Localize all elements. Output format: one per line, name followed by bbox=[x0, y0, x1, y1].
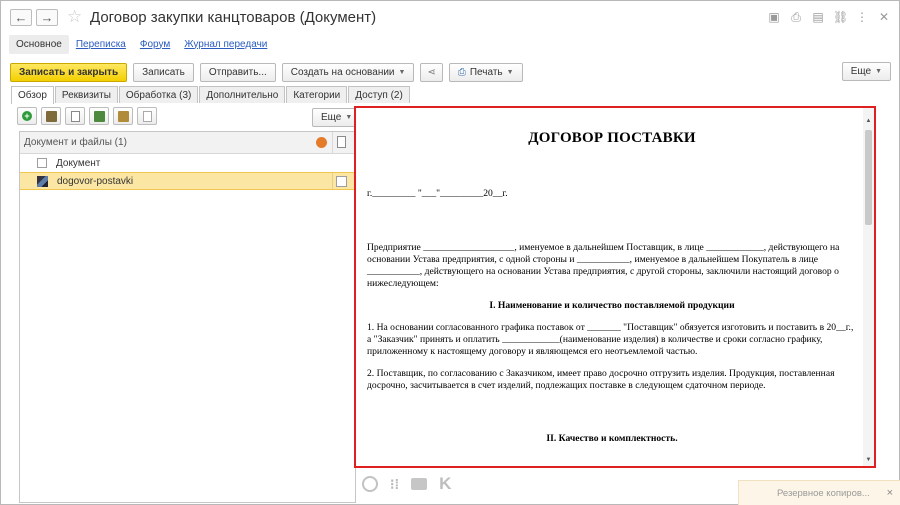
document-checkbox-icon bbox=[37, 158, 47, 168]
scroll-up-icon[interactable]: ▲ bbox=[865, 118, 872, 124]
document-section-2: II. Качество и комплектность. bbox=[546, 433, 678, 444]
k-letter-icon[interactable]: K bbox=[439, 474, 452, 493]
more-button[interactable] bbox=[842, 62, 891, 81]
document-intro: Предприятие ___________________, именуемое в дальнейшем Поставщик, в лице ____________, действующего на основании Устава предприятия, с одной стороны и ___________, именуемое в дальнейшем Покупатель в лице ___________, действующего на основании Устава предприятия, с другой стороны, заключили настоящий договор о нижеследующем: bbox=[367, 242, 840, 289]
document-date-line: г._________ "___"_________20__г. bbox=[367, 188, 508, 199]
close-icon[interactable]: × bbox=[886, 487, 893, 499]
scanner-icon bbox=[118, 111, 129, 122]
share-button[interactable] bbox=[420, 63, 442, 82]
share-icon: ⋖ bbox=[427, 66, 436, 78]
save-button[interactable]: Записать bbox=[133, 63, 194, 82]
add-icon: + bbox=[22, 111, 32, 121]
back-arrow-icon: ← bbox=[14, 10, 28, 25]
files-more-label: Еще bbox=[321, 112, 342, 123]
preview-button[interactable] bbox=[137, 107, 157, 125]
forward-button[interactable] bbox=[36, 9, 58, 26]
files-tree bbox=[19, 131, 356, 503]
tab-main[interactable]: Основное bbox=[9, 35, 69, 54]
document-icon bbox=[71, 111, 80, 122]
back-button[interactable] bbox=[10, 9, 32, 26]
file-column-icon bbox=[337, 136, 346, 148]
chevron-down-icon: ▼ bbox=[345, 114, 353, 121]
scroll-down-icon[interactable]: ▼ bbox=[865, 457, 872, 463]
document-paragraph-1: 1. На основании согласованного графика поставок от _______ "Поставщик" обязуется изготовить и поставить в 20__г., а "Заказчик" принять и оплатить ____________(наименование изделия) в количестве и сроки согласно графику, приложенному к настоящему договору и являющемся его неотъемлемой частью. bbox=[367, 322, 854, 357]
clipboard-icon bbox=[46, 111, 57, 122]
more-label: Еще bbox=[850, 66, 872, 77]
forward-arrow-icon: → bbox=[40, 10, 54, 25]
tree-row-document[interactable] bbox=[20, 154, 355, 172]
column-divider bbox=[332, 173, 333, 189]
tab-overview[interactable]: Обзор bbox=[11, 86, 54, 104]
edit-icon bbox=[94, 111, 105, 122]
files-tree-header bbox=[20, 132, 355, 154]
command-bar bbox=[10, 62, 523, 82]
tab-transfer-log[interactable]: Журнал передачи bbox=[184, 38, 268, 50]
document-section-1: I. Наименование и количество поставляемой продукции bbox=[489, 300, 735, 311]
vertical-scrollbar[interactable] bbox=[863, 108, 874, 466]
bottom-toolbar bbox=[362, 474, 451, 494]
create-based-on-label: Создать на основании bbox=[290, 66, 395, 78]
files-toolbar bbox=[17, 107, 157, 125]
tree-row-label: dogovor-postavki bbox=[57, 175, 134, 187]
tab-additional[interactable]: Дополнительно bbox=[199, 86, 285, 103]
save-and-close-button[interactable]: Записать и закрыть bbox=[10, 63, 127, 82]
notification-text: Резервное копиров... bbox=[777, 487, 870, 499]
chevron-down-icon: ▼ bbox=[506, 68, 514, 76]
window-controls bbox=[767, 10, 891, 25]
tab-categories[interactable]: Категории bbox=[286, 86, 347, 103]
print-label: Печать bbox=[469, 66, 503, 78]
chevron-down-icon: ▼ bbox=[398, 68, 406, 76]
save-icon[interactable]: ▣ bbox=[768, 10, 780, 24]
column-divider bbox=[332, 132, 333, 154]
tab-attributes[interactable]: Реквизиты bbox=[55, 86, 118, 103]
menu-icon[interactable]: ⋮ bbox=[856, 10, 868, 24]
tasks-icon[interactable]: ⁝⁞ bbox=[390, 475, 400, 492]
backup-notification[interactable] bbox=[738, 480, 900, 505]
image-file-icon bbox=[37, 176, 48, 187]
close-icon[interactable]: ✕ bbox=[878, 10, 890, 24]
paste-button[interactable] bbox=[41, 107, 61, 125]
link-icon[interactable]: ⛓ bbox=[833, 10, 849, 24]
nav-tabs bbox=[9, 33, 274, 55]
sheet-icon[interactable]: ▤ bbox=[812, 10, 824, 24]
send-button[interactable]: Отправить... bbox=[200, 63, 276, 82]
title-bar bbox=[1, 1, 899, 33]
preview-icon bbox=[143, 111, 152, 122]
row-checkbox[interactable] bbox=[336, 176, 347, 187]
tab-correspondence[interactable]: Переписка bbox=[75, 38, 126, 50]
printer-icon: ⎙ bbox=[457, 66, 466, 78]
tab-processing[interactable]: Обработка (3) bbox=[119, 86, 198, 103]
print-button[interactable] bbox=[449, 63, 523, 82]
scrollbar-thumb[interactable] bbox=[865, 130, 872, 225]
inner-tabs bbox=[11, 86, 410, 104]
document-title: ДОГОВОР ПОСТАВКИ bbox=[528, 130, 696, 146]
chevron-down-icon: ▼ bbox=[875, 68, 882, 75]
document-paragraph-2: 2. Поставщик, по согласованию с Заказчиком, имеет право досрочно отгрузить изделия. Продукция, поставленная досрочно, засчитывается в счет изделий, подлежащих поставке в следующем сдаточном периоде. bbox=[367, 368, 835, 391]
messages-icon[interactable] bbox=[411, 478, 427, 490]
scan-button[interactable] bbox=[113, 107, 133, 125]
tree-row-file[interactable] bbox=[20, 172, 355, 190]
add-file-button[interactable] bbox=[17, 107, 37, 125]
edit-button[interactable] bbox=[89, 107, 109, 125]
create-based-on-button[interactable] bbox=[282, 63, 415, 82]
files-panel bbox=[15, 103, 355, 503]
document-preview[interactable] bbox=[354, 106, 876, 468]
tab-access[interactable]: Доступ (2) bbox=[348, 86, 410, 103]
tree-row-label: Документ bbox=[56, 157, 101, 169]
window-title: Договор закупки канцтоваров (Документ) bbox=[90, 9, 377, 26]
status-icon bbox=[316, 137, 327, 148]
discussion-icon[interactable] bbox=[362, 476, 378, 492]
favorite-star-icon[interactable]: ☆ bbox=[67, 7, 83, 26]
tab-forum[interactable]: Форум bbox=[139, 38, 171, 50]
files-tree-title: Документ и файлы (1) bbox=[24, 137, 127, 148]
new-doc-button[interactable] bbox=[65, 107, 85, 125]
print-icon[interactable]: ⎙ bbox=[791, 10, 801, 24]
document-content bbox=[367, 132, 857, 445]
